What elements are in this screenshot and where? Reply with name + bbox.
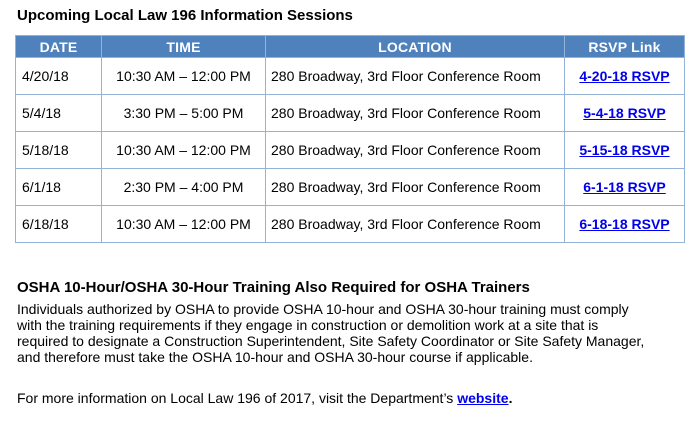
session-time: 10:30 AM – 12:00 PM [102, 132, 266, 169]
more-info-line [17, 390, 512, 406]
column-header-time: TIME [102, 36, 266, 58]
session-time: 3:30 PM – 5:00 PM [102, 95, 266, 132]
session-location: 280 Broadway, 3rd Floor Conference Room [266, 132, 565, 169]
paragraph-line: required to designate a Construction Superintendent, Site Safety Coordinator or Site Safety Manager, [17, 333, 645, 349]
paragraph-line: with the training requirements if they engage in construction or demolition work at a site that is [17, 317, 599, 333]
rsvp-cell [565, 58, 685, 95]
sessions-title: Upcoming Local Law 196 Information Sessions [17, 7, 353, 24]
table-header-row [16, 36, 685, 58]
column-header-location: LOCATION [266, 36, 565, 58]
rsvp-link[interactable]: 5-4-18 RSVP [583, 105, 666, 121]
session-date: 5/18/18 [16, 132, 102, 169]
session-location: 280 Broadway, 3rd Floor Conference Room [266, 58, 565, 95]
rsvp-cell [565, 95, 685, 132]
column-header-date: DATE [16, 36, 102, 58]
table-row [16, 132, 685, 169]
osha-section-title: OSHA 10-Hour/OSHA 30-Hour Training Also Required for OSHA Trainers [17, 279, 530, 296]
rsvp-cell [565, 132, 685, 169]
rsvp-link[interactable]: 5-15-18 RSVP [579, 142, 670, 158]
rsvp-link[interactable]: 4-20-18 RSVP [579, 68, 670, 84]
more-info-period: . [508, 390, 513, 406]
sessions-table [15, 35, 685, 243]
more-info-text: For more information on Local Law 196 of 2017, visit the Department’s [17, 390, 458, 406]
session-date: 4/20/18 [16, 58, 102, 95]
rsvp-link[interactable]: 6-1-18 RSVP [583, 179, 666, 195]
osha-paragraph [17, 301, 683, 365]
website-link[interactable]: website [457, 390, 509, 406]
session-time: 10:30 AM – 12:00 PM [102, 206, 266, 243]
session-date: 5/4/18 [16, 95, 102, 132]
rsvp-link[interactable]: 6-18-18 RSVP [579, 216, 670, 232]
table-row [16, 169, 685, 206]
table-row [16, 95, 685, 132]
table-row [16, 58, 685, 95]
session-date: 6/18/18 [16, 206, 102, 243]
session-location: 280 Broadway, 3rd Floor Conference Room [266, 206, 565, 243]
paragraph-line: Individuals authorized by OSHA to provide OSHA 10-hour and OSHA 30-hour training must comply [17, 301, 629, 317]
table-row [16, 206, 685, 243]
rsvp-cell [565, 206, 685, 243]
rsvp-cell [565, 169, 685, 206]
session-location: 280 Broadway, 3rd Floor Conference Room [266, 95, 565, 132]
session-time: 10:30 AM – 12:00 PM [102, 58, 266, 95]
session-time: 2:30 PM – 4:00 PM [102, 169, 266, 206]
session-location: 280 Broadway, 3rd Floor Conference Room [266, 169, 565, 206]
session-date: 6/1/18 [16, 169, 102, 206]
column-header-rsvp: RSVP Link [565, 36, 685, 58]
paragraph-line: and therefore must take the OSHA 10-hour and OSHA 30-hour course if applicable. [17, 349, 533, 365]
